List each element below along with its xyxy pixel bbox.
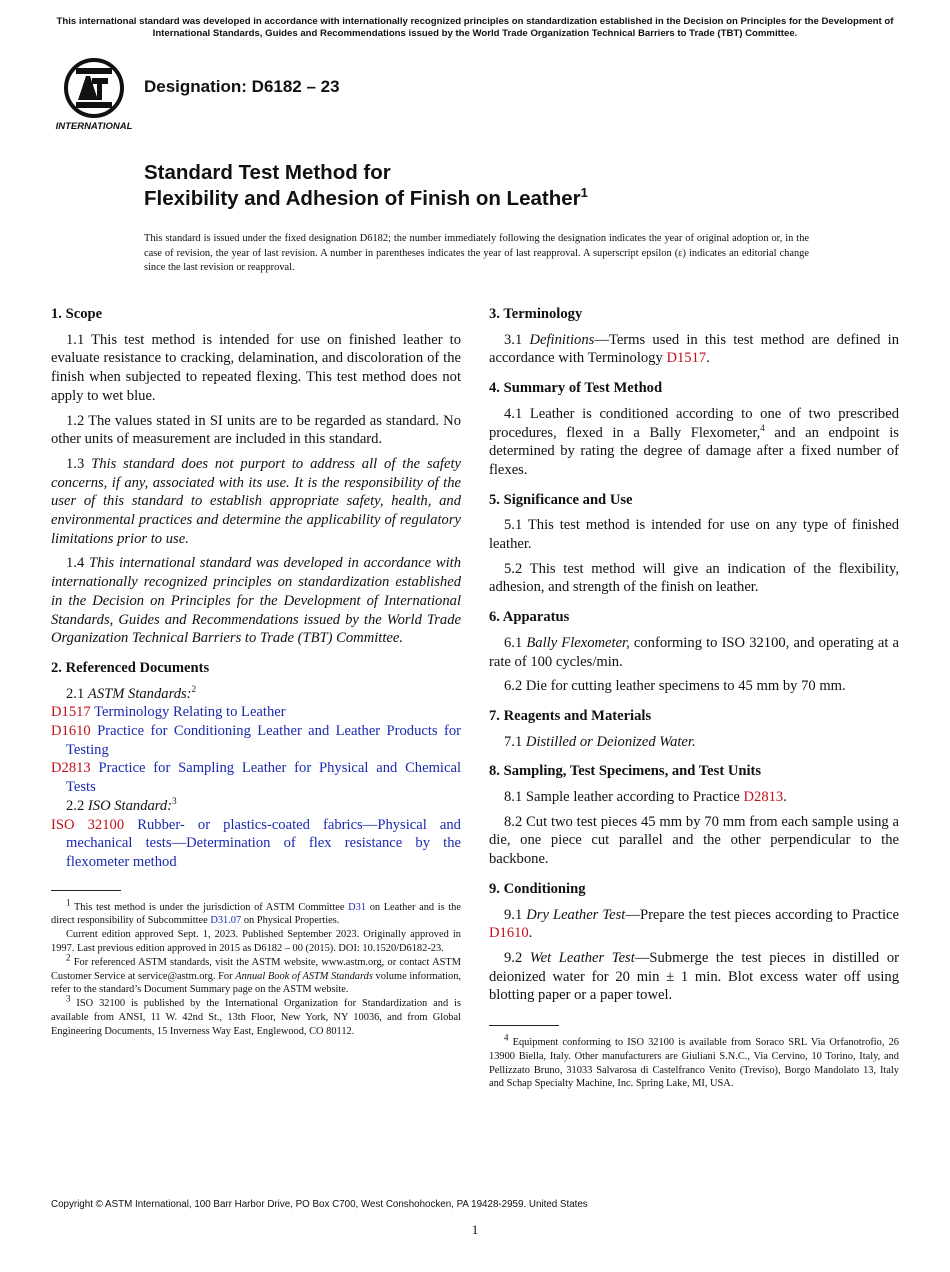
- footnote-ref[interactable]: 2: [191, 683, 197, 694]
- footnote-2: [51, 952, 461, 997]
- section-heading: 4. Summary of Test Method: [489, 380, 663, 397]
- iso-standard-label: [51, 797, 461, 816]
- footnote-ref[interactable]: 3: [172, 796, 177, 807]
- paragraph: [489, 906, 899, 943]
- paragraph: 6.2 Die for cutting leather specimens to 45 mm by 70 mm.: [504, 678, 846, 695]
- paragraph-text: —Submerge the test pieces in distilled or deionized water for 20 min ± 1 min. Blot excess water off using blotting paper or a paper towel.: [489, 949, 899, 1004]
- paragraph-number: 2.1: [66, 685, 85, 702]
- reference-code[interactable]: ISO 32100: [51, 816, 125, 833]
- reference-item[interactable]: [51, 703, 461, 722]
- issue-note: This standard is issued under the fixed designation D6182; the number immediately following the designation indicates the year of original adoption or, in the case of revision, the year of last revision. A number in parentheses indicates the year of last reapproval. A superscript epsilon (ε) indicates an editorial change since the last revision or reapproval.: [144, 233, 809, 273]
- punctuation: .: [783, 789, 787, 806]
- section-conditioning: [489, 880, 899, 1005]
- footnote-text: This test method is under the jurisdiction of ASTM Committee: [73, 901, 345, 913]
- section-heading: 9. Conditioning: [489, 880, 586, 897]
- section-heading: 7. Reagents and Materials: [489, 707, 652, 724]
- paragraph-number: 2.2: [66, 797, 85, 814]
- paragraph-text: This international standard was developed in accordance with internationally recognized principles on standardization established in the Decision on Principles for the Development of International Standards, Guides and Recommendations issued by the World Trade Organization Technical Barriers to Trade (TBT) Committee.: [51, 555, 462, 647]
- tbt-notice: This international standard was developed in accordance with internationally recognized principles on standardization established in the Decision on Principles for the Development of International Standards, Guides and Recommendations issued by the World Trade Organization Technical Barriers to Trade (TBT) Committee.: [56, 16, 894, 39]
- section-sampling: [489, 762, 899, 869]
- footnote-text: Annual Book of ASTM Standards: [235, 970, 373, 982]
- term: Wet Leather Test: [529, 949, 635, 966]
- reference-code[interactable]: D2813: [51, 760, 91, 777]
- reference-item[interactable]: [51, 722, 461, 759]
- paragraph-text: 4.1 Leather is conditioned according to one of two prescribed procedures, flexed in a Bally Flexometer,: [489, 405, 899, 441]
- paragraph: [489, 949, 899, 1005]
- section-terminology: [489, 305, 899, 368]
- standard-link[interactable]: D1517: [666, 350, 707, 367]
- document-title: [144, 160, 588, 212]
- reference-title[interactable]: Rubber- or plastics-coated fabrics—Physical and mechanical tests—Determination of flex resistance by the flexometer method: [66, 816, 461, 870]
- term: Definitions: [529, 331, 595, 348]
- paragraph: 8.2 Cut two test pieces 45 mm by 70 mm from each sample using a die, one piece cut parallel and the other perpendicular to the backbone.: [489, 813, 899, 868]
- reference-title[interactable]: Terminology Relating to Leather: [94, 704, 286, 721]
- section-heading: 6. Apparatus: [489, 609, 570, 626]
- standard-link[interactable]: D1610: [489, 925, 529, 942]
- right-column: [489, 305, 899, 1091]
- label: ASTM Standards:: [87, 685, 192, 702]
- paragraph: [489, 733, 899, 752]
- footnote-divider: [51, 890, 121, 891]
- reference-title[interactable]: Practice for Sampling Leather for Physical and Chemical Tests: [66, 760, 461, 796]
- paragraph: [489, 331, 899, 368]
- footnote-text: For referenced ASTM standards, visit the ASTM website, www.astm.org, or contact ASTM Customer Service at service@astm.org. For: [51, 956, 461, 982]
- section-reagents: [489, 707, 899, 751]
- footnote-1: [51, 897, 461, 929]
- astm-standards-label: [51, 685, 461, 704]
- paragraph-number: 7.1: [504, 733, 523, 750]
- paragraph-text: —Terms used in this test method are defined in accordance with Terminology: [489, 331, 899, 367]
- title-line-2: Flexibility and Adhesion of Finish on Leather: [144, 187, 581, 210]
- section-heading: 1. Scope: [51, 306, 103, 322]
- footnote-divider: [489, 1025, 559, 1026]
- footnote-edition: Current edition approved Sept. 1, 2023. Published September 2023. Originally approved in 1997. Last previous edition approved in 2015 as D6182 – 00 (2015). DOI: 10.1520/D6182-23.: [51, 929, 461, 955]
- paragraph-text: This standard does not purport to address all of the safety concerns, if any, associated with its use. It is the responsibility of the user of this standard to establish appropriate safety, health, and environmental practices and determine the applicability of regulatory limitations prior to use.: [51, 455, 461, 547]
- footnote-text: volume information, refer to the standard’s Document Summary page on the ASTM website.: [51, 970, 461, 996]
- paragraph-number: 9.2: [504, 949, 523, 966]
- footnote-4: [489, 1032, 899, 1091]
- paragraph: [489, 405, 899, 480]
- paragraph-number: 3.1: [504, 331, 523, 348]
- paragraph-number: 9.1: [504, 906, 523, 923]
- section-heading: 2. Referenced Documents: [51, 659, 210, 676]
- paragraph: 5.1 This test method is intended for use on any type of finished leather.: [489, 517, 899, 553]
- reference-code[interactable]: D1610: [51, 723, 91, 740]
- term: Bally Flexometer,: [526, 634, 630, 651]
- reference-code[interactable]: D1517: [51, 704, 91, 721]
- subcommittee-link[interactable]: D31.07: [210, 915, 242, 927]
- punctuation: .: [706, 350, 710, 367]
- reference-item[interactable]: [51, 816, 461, 872]
- paragraph: 5.2 This test method will give an indication of the flexibility, adhesion, and strength of the finish on leather.: [489, 560, 899, 596]
- title-line-1: Standard Test Method for: [144, 161, 391, 184]
- punctuation: .: [528, 925, 533, 942]
- paragraph: [489, 788, 899, 807]
- logo-text: INTERNATIONAL: [55, 121, 133, 132]
- left-column: [51, 305, 461, 1039]
- footnote-3: [51, 993, 461, 1038]
- title-footnote-ref[interactable]: 1: [580, 185, 588, 201]
- page-number: 1: [471, 1222, 479, 1237]
- footnote-number: 4: [504, 1032, 509, 1043]
- footnote-number: 3: [66, 993, 71, 1004]
- footnote-text: on Physical Properties.: [243, 915, 340, 927]
- paragraph: [51, 455, 461, 549]
- paragraph-number: 1.3: [66, 455, 85, 472]
- section-summary: [489, 379, 899, 480]
- copyright: Copyright © ASTM International, 100 Barr Harbor Drive, PO Box C700, West Conshohocken, PA 19428-2959. United States: [51, 1199, 588, 1210]
- footnote-ref[interactable]: 4: [760, 422, 765, 433]
- section-heading: 5. Significance and Use: [489, 491, 633, 508]
- section-significance: [489, 491, 899, 598]
- paragraph: 1.2 The values stated in SI units are to be regarded as standard. No other units of measurement are included in this standard.: [51, 412, 461, 448]
- paragraph-text: Distilled or Deionized Water.: [525, 733, 696, 750]
- section-heading: 3. Terminology: [489, 306, 583, 322]
- paragraph-number: 1.4: [66, 555, 85, 572]
- designation: Designation: D6182 – 23: [144, 77, 340, 96]
- section-heading: 8. Sampling, Test Specimens, and Test Units: [489, 763, 762, 780]
- term: Dry Leather Test: [526, 906, 626, 923]
- paragraph: 1.1 This test method is intended for use on finished leather to evaluate resistance to cracking, delamination, and discoloration of the finish when subjected to repeated flexing. This test method does not apply to wet blue.: [51, 331, 461, 404]
- section-referenced-documents: [51, 659, 461, 872]
- footnote-text: ISO 32100 is published by the International Organization for Standardization and is available from ANSI, 11 W. 42nd St., 13th Floor, New York, NY 10036, and from Global Engineering Documents, 15 Inverness Way East, Englewood, CO 80112.: [51, 998, 461, 1037]
- paragraph-number: 6.1: [504, 634, 523, 651]
- committee-link[interactable]: D31: [348, 901, 367, 913]
- astm-international-logo: [52, 56, 136, 132]
- reference-item[interactable]: [51, 759, 461, 796]
- footnote-text: on Leather and is the direct responsibility of Subcommittee: [51, 901, 461, 927]
- paragraph-text: conforming to ISO 32100, and operating at a rate of 100 cycles/min.: [489, 634, 899, 670]
- footnote-number: 1: [66, 897, 71, 908]
- label: ISO Standard:: [87, 797, 173, 814]
- footnote-text: Equipment conforming to ISO 32100 is available from Soraco SRL Via Orfanotrofio, 26 13900 Biella, Italy. Other manufacturers are Giuliani S.N.C., Via Cervino, 10 Torino, Italy, and Pellizzato Bruno, 31033 Salvarosa di Castelfranco Venito (Treviso), Borgo Mandolato 13, Italy and Schap Specialty Machine, Inc. Spring Lake, MI, USA.: [489, 1037, 899, 1090]
- paragraph-text: 8.1 Sample leather according to Practice: [504, 789, 740, 806]
- section-apparatus: [489, 608, 899, 696]
- reference-title[interactable]: Practice for Conditioning Leather and Leather Products for Testing: [66, 723, 461, 758]
- footnote-number: 2: [66, 952, 71, 963]
- paragraph: [489, 634, 899, 671]
- section-scope: [51, 305, 461, 648]
- paragraph: [51, 554, 461, 648]
- paragraph-text: —Prepare the test pieces according to Practice: [625, 906, 899, 923]
- paragraph-text: and an endpoint is determined by rating the degree of damage after a fixed number of flexes.: [489, 424, 899, 478]
- standard-link[interactable]: D2813: [743, 789, 784, 806]
